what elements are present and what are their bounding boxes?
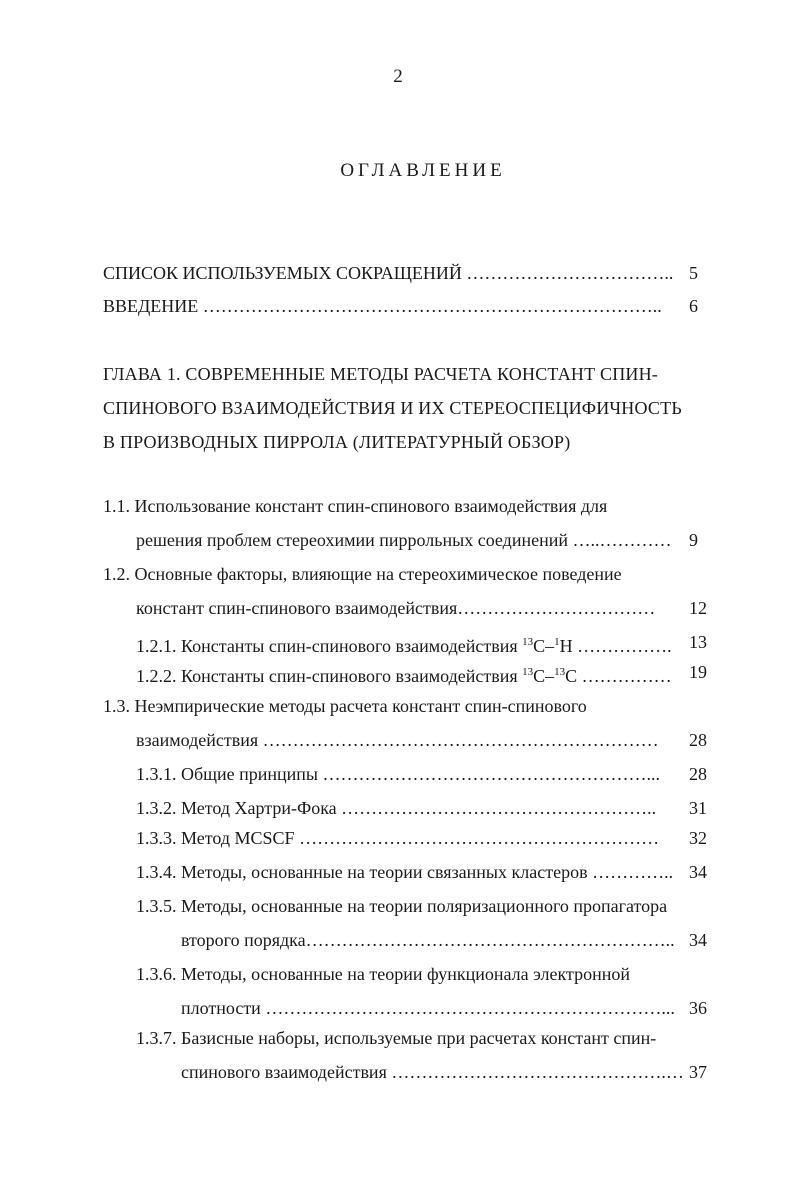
isotope-mass: 1 bbox=[554, 636, 560, 648]
toc-page: 13 bbox=[689, 632, 707, 652]
toc-entry-text: плотности …………………………………………………………... bbox=[181, 998, 675, 1018]
toc-entry-text: взаимодействия ………………………………………………………… bbox=[136, 730, 659, 750]
toc-page: 32 bbox=[689, 828, 707, 848]
toc-entry-text: 1.2.1. Константы спин-спинового взаимодействия bbox=[136, 636, 523, 656]
toc-page: 34 bbox=[689, 930, 707, 950]
toc-entry-1-3-6-line-1: 1.3.6. Методы, основанные на теории функционала электронной bbox=[136, 964, 631, 984]
toc-entry-1-3-2 bbox=[136, 796, 707, 820]
toc-entry-text: констант спин-спинового взаимодействия…………………………… bbox=[136, 598, 656, 618]
toc-entry-text: решения проблем стереохимии пиррольных соединений …..………… bbox=[136, 530, 672, 550]
chapter-heading-line-1: ГЛАВА 1. СОВРЕМЕННЫЕ МЕТОДЫ РАСЧЕТА КОНСТАНТ СПИН- bbox=[103, 364, 658, 384]
toc-entry-text: ВВЕДЕНИЕ bbox=[103, 296, 199, 316]
toc-entry-abbreviations bbox=[103, 261, 698, 285]
toc-leader: ……………. bbox=[572, 636, 672, 656]
toc-entry-1-3-5-line-1: 1.3.5. Методы, основанные на теории поляризационного пропагатора bbox=[136, 896, 668, 916]
toc-leader: …………………………….. bbox=[461, 263, 674, 283]
element-symbol: C– bbox=[533, 636, 555, 656]
toc-entry-introduction bbox=[103, 294, 698, 318]
toc-entry-text: 1.3.1. Общие принципы ………………………………………………... bbox=[136, 764, 661, 784]
toc-entry-1-3-7-line-1: 1.3.7. Базисные наборы, используемые при расчетах констант спин- bbox=[136, 1028, 657, 1048]
isotope-mass: 13 bbox=[522, 636, 534, 648]
toc-entry-text: 1.3.4. Методы, основанные на теории связанных кластеров ………….. bbox=[136, 862, 674, 882]
toc-page: 9 bbox=[689, 530, 698, 550]
toc-entry-text: второго порядка…………………………………………………….. bbox=[181, 930, 675, 950]
toc-page: 6 bbox=[689, 296, 698, 316]
toc-page: 36 bbox=[689, 998, 707, 1018]
toc-entry-text: 1.2.2. Константы спин-спинового взаимодействия bbox=[136, 666, 523, 686]
toc-entry-1-3-6-line-2 bbox=[181, 996, 707, 1020]
toc-entry-1-3-7-line-2 bbox=[181, 1060, 707, 1084]
toc-entry-1-1-line-1: 1.1. Использование констант спин-спинового взаимодействия для bbox=[103, 496, 608, 516]
toc-entry-text: СПИСОК ИСПОЛЬЗУЕМЫХ СОКРАЩЕНИЙ bbox=[103, 263, 462, 283]
toc-leader: ………………………………………………………………….. bbox=[198, 296, 662, 316]
toc-entry-1-3-line-1: 1.3. Неэмпирические методы расчета констант спин-спинового bbox=[103, 696, 587, 716]
chapter-heading-line-2: СПИНОВОГО ВЗАИМОДЕЙСТВИЯ И ИХ СТЕРЕОСПЕЦИФИЧНОСТЬ bbox=[103, 398, 682, 418]
toc-entry-text: 1.3.2. Метод Хартри-Фока …………………………………………….. bbox=[136, 798, 657, 818]
chapter-heading-line-3: В ПРОИЗВОДНЫХ ПИРРОЛА (ЛИТЕРАТУРНЫЙ ОБЗОР) bbox=[103, 432, 571, 452]
toc-entry-text: спинового взаимодействия ……………………………………….… bbox=[181, 1062, 684, 1082]
toc-entry-1-2-line-1: 1.2. Основные факторы, влияющие на стереохимическое поведение bbox=[103, 564, 622, 584]
toc-entry-1-2-line-2 bbox=[136, 596, 707, 620]
toc-entry-1-2-2 bbox=[136, 660, 707, 688]
isotope-mass: 13 bbox=[522, 666, 534, 678]
toc-entry-1-3-4 bbox=[136, 860, 707, 884]
toc-title: ОГЛАВЛЕНИЕ bbox=[340, 160, 506, 181]
toc-page: 12 bbox=[689, 598, 707, 618]
toc-page: 31 bbox=[689, 798, 707, 818]
element-symbol: H bbox=[559, 636, 573, 656]
element-symbol: C– bbox=[533, 666, 555, 686]
toc-entry-1-2-1 bbox=[136, 630, 707, 658]
toc-page: 34 bbox=[689, 862, 707, 882]
toc-entry-1-3-1 bbox=[136, 762, 707, 786]
element-symbol: C bbox=[565, 666, 578, 686]
toc-page: 5 bbox=[689, 263, 698, 283]
page-number: 2 bbox=[393, 66, 403, 87]
toc-entry-1-3-5-line-2 bbox=[181, 928, 707, 952]
toc-page: 19 bbox=[689, 662, 707, 682]
toc-entry-text: 1.3.3. Метод MCSCF …………………………………………………… bbox=[136, 828, 660, 848]
toc-page: 28 bbox=[689, 730, 707, 750]
toc-leader: …………… bbox=[577, 666, 672, 686]
toc-entry-1-1-line-2 bbox=[136, 528, 698, 552]
toc-page: 37 bbox=[689, 1062, 707, 1082]
isotope-mass: 13 bbox=[554, 666, 566, 678]
toc-entry-1-3-3 bbox=[136, 826, 707, 850]
toc-entry-1-3-line-2 bbox=[136, 728, 707, 752]
toc-page: 28 bbox=[689, 764, 707, 784]
